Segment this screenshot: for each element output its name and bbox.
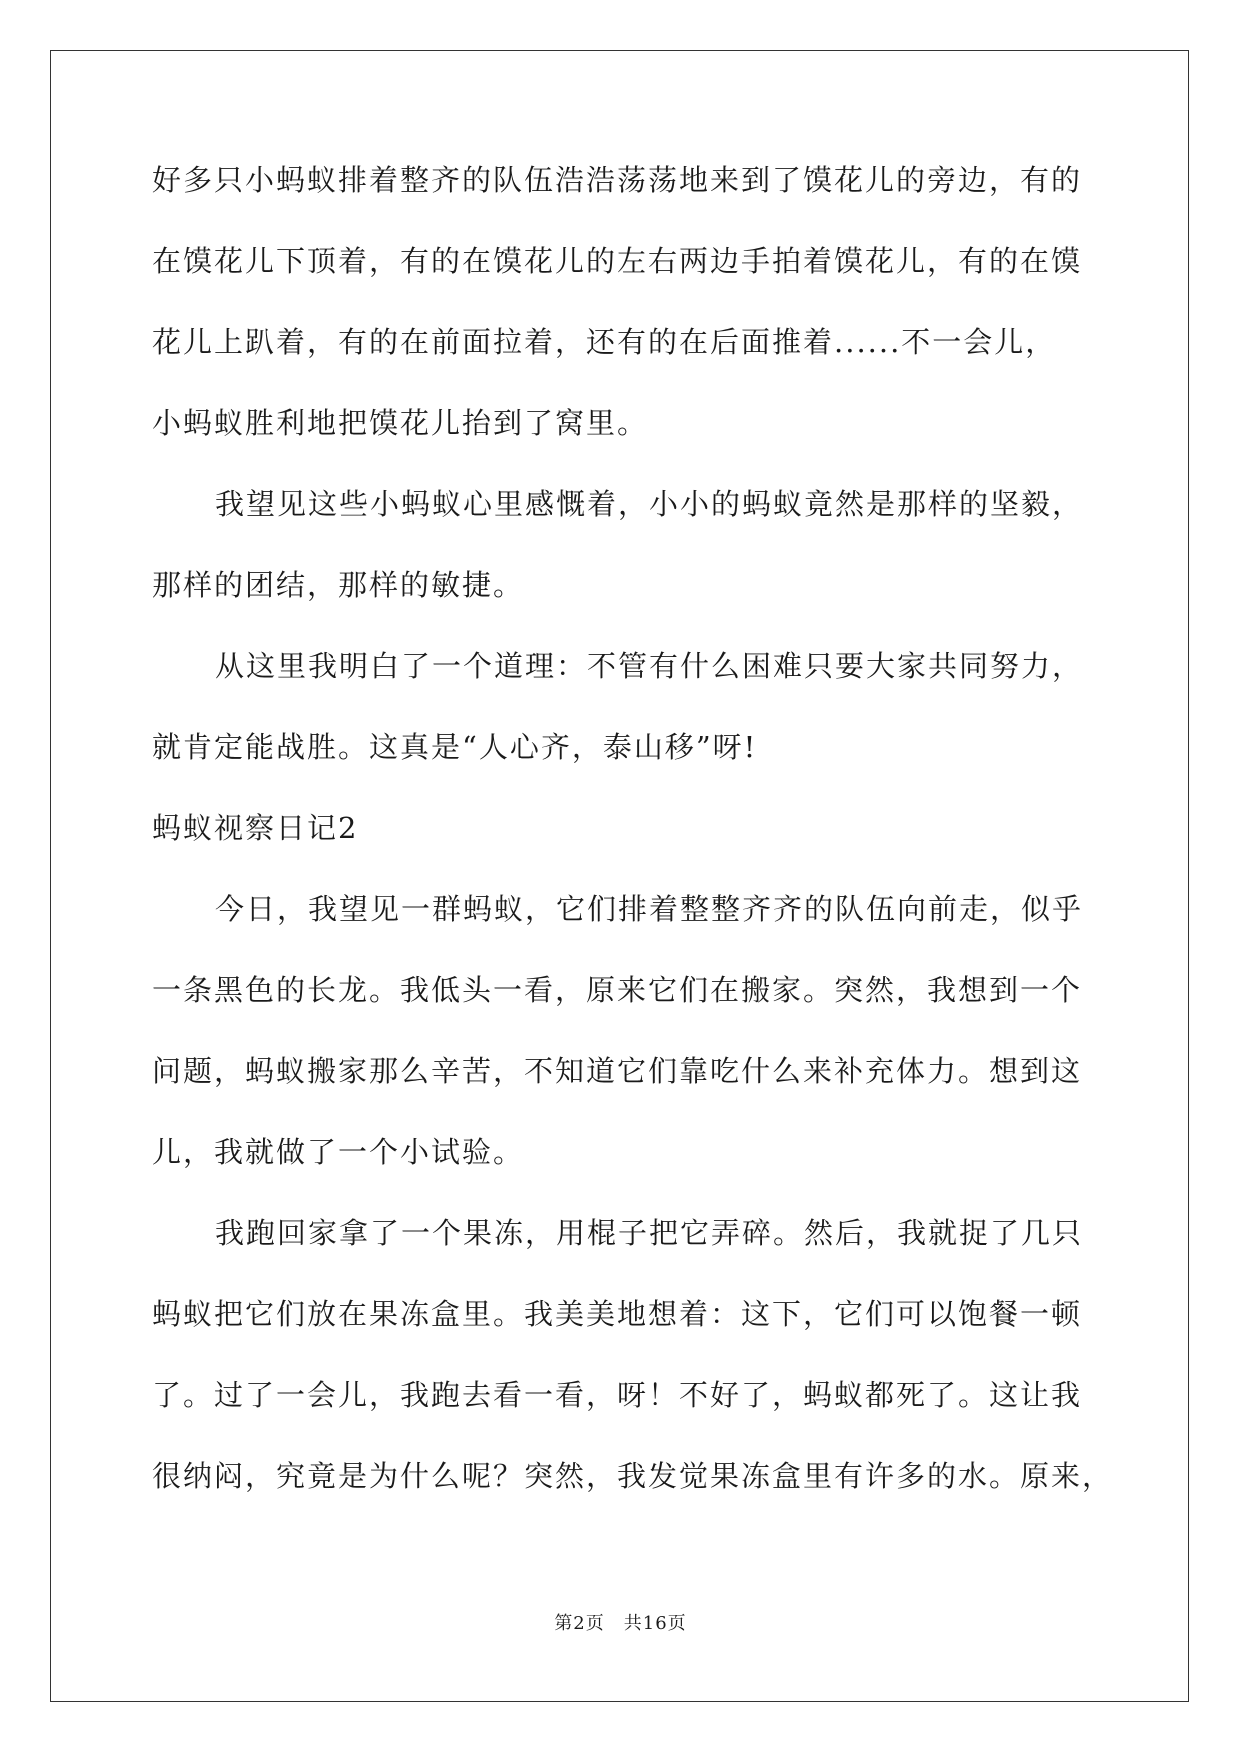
document-body (152, 140, 1114, 1517)
paragraph-line: 了。过了一会儿，我跑去看一看，呀！不好了，蚂蚁都死了。这让我 (152, 1378, 1083, 1412)
paragraph-line: 问题，蚂蚁搬家那么辛苦，不知道它们靠吃什么来补充体力。想到这 (152, 1054, 1083, 1088)
paragraph-line: 花儿上趴着，有的在前面拉着，还有的在后面推着......不一会儿， (152, 325, 1057, 359)
paragraph-line: 那样的团结，那样的敏捷。 (152, 568, 525, 602)
paragraph-line: 今日，我望见一群蚂蚁，它们排着整整齐齐的队伍向前走，似乎 (215, 892, 1084, 926)
paragraph-line: 从这里我明白了一个道理：不管有什么困难只要大家共同努力， (215, 649, 1084, 683)
paragraph-line: 我跑回家拿了一个果冻，用棍子把它弄碎。然后，我就捉了几只 (215, 1216, 1084, 1250)
page-number-footer: 第2页 共16页 (554, 1613, 687, 1634)
paragraph-line: 好多只小蚂蚁排着整齐的队伍浩浩荡荡地来到了馍花儿的旁边，有的 (152, 163, 1083, 197)
paragraph-line: 我望见这些小蚂蚁心里感慨着，小小的蚂蚁竟然是那样的坚毅， (215, 487, 1084, 521)
paragraph-line: 儿，我就做了一个小试验。 (152, 1135, 525, 1169)
paragraph-line: 就肯定能战胜。这真是“人心齐，泰山移”呀! (152, 730, 758, 764)
section-heading: 蚂蚁视察日记2 (152, 811, 359, 845)
paragraph-line: 蚂蚁把它们放在果冻盒里。我美美地想着：这下，它们可以饱餐一顿 (152, 1297, 1083, 1331)
paragraph-line: 小蚂蚁胜利地把馍花儿抬到了窝里。 (152, 406, 649, 440)
paragraph-line: 很纳闷，究竟是为什么呢？突然，我发觉果冻盒里有许多的水。原来， (152, 1459, 1114, 1493)
paragraph-line: 在馍花儿下顶着，有的在馍花儿的左右两边手拍着馍花儿，有的在馍 (152, 244, 1083, 278)
paragraph-line: 一条黑色的长龙。我低头一看，原来它们在搬家。突然，我想到一个 (152, 973, 1083, 1007)
